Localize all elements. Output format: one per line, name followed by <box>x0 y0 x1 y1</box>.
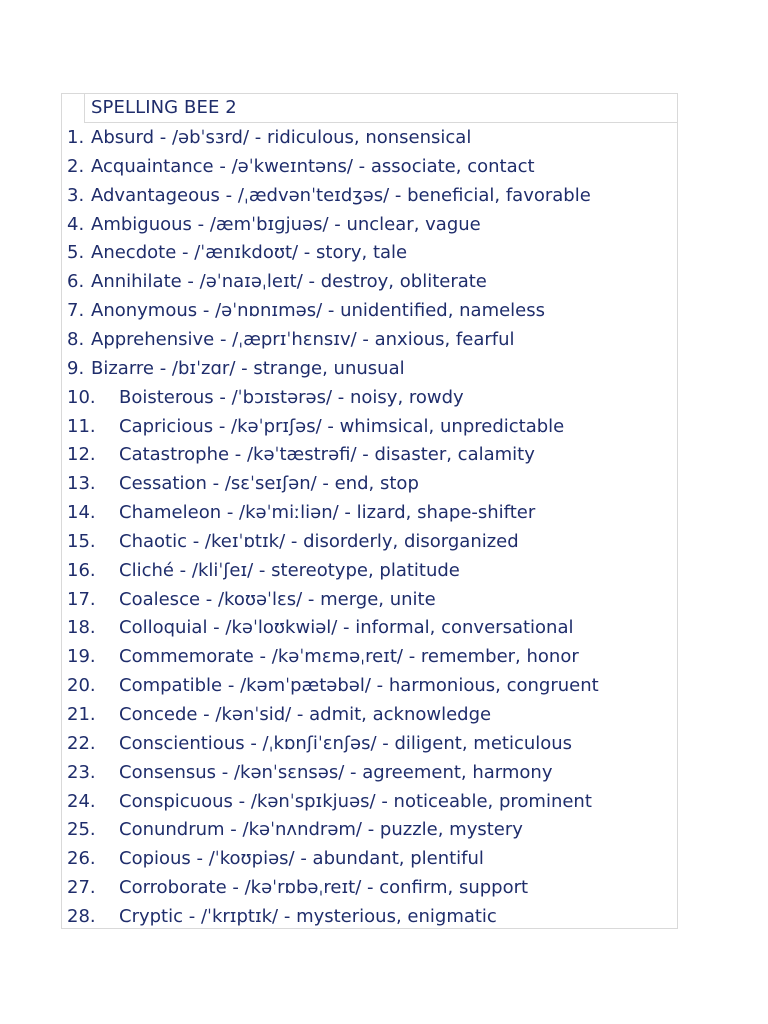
list-item <box>0 815 768 844</box>
list-item-text: Cessation - /sɛˈseɪʃən/ - end, stop <box>119 473 419 495</box>
list-item-text: Compatible - /kəmˈpætəbəl/ - harmonious, congruent <box>119 675 599 697</box>
list-item-text: Apprehensive - /ˌæprɪˈhɛnsɪv/ - anxious, fearful <box>91 328 515 350</box>
list-item-text: Consensus - /kənˈsɛnsəs/ - agreement, harmony <box>119 761 553 783</box>
list-item-number: 8. <box>67 328 85 350</box>
list-item-text: Concede - /kənˈsid/ - admit, acknowledge <box>119 704 492 725</box>
list-item-number: 10. <box>67 386 96 408</box>
list-item-number: 6. <box>67 271 85 293</box>
list-item-text: Commemorate - /kəˈmɛməˌreɪt/ - remember, honor <box>119 646 579 668</box>
list-item-text: Annihilate - /əˈnaɪəˌleɪt/ - destroy, obliterate <box>91 271 487 293</box>
list-item-number: 13. <box>67 473 96 495</box>
list-item-number: 18. <box>67 617 96 639</box>
list-item-text: Boisterous - /ˈbɔɪstərəs/ - noisy, rowdy <box>119 386 464 408</box>
list-item-number: 9. <box>67 357 85 379</box>
list-item-number: 7. <box>67 300 85 322</box>
list-item-number: 21. <box>67 704 96 725</box>
list-item-text: Capricious - /kəˈprɪʃəs/ - whimsical, unpredictable <box>119 415 565 437</box>
list-item-text: Bizarre - /bɪˈzɑr/ - strange, unusual <box>91 357 405 379</box>
list-item-text: Ambiguous - /æmˈbɪɡjuəs/ - unclear, vague <box>91 213 481 235</box>
list-item-text: Conundrum - /kəˈnʌndrəm/ - puzzle, mystery <box>119 819 523 841</box>
list-item-number: 1. <box>67 127 85 148</box>
page-title: SPELLING BEE 2 <box>91 97 237 118</box>
list-item-number: 22. <box>67 732 96 754</box>
list-item-text: Catastrophe - /kəˈtæstrəfi/ - disaster, calamity <box>119 444 535 466</box>
list-item-number: 2. <box>67 155 85 177</box>
list-item-text: Copious - /ˈkoʊpiəs/ - abundant, plentiful <box>119 848 484 870</box>
list-item <box>0 152 768 181</box>
list-item-number: 25. <box>67 819 96 841</box>
list-item-text: Acquaintance - /əˈkweɪntəns/ - associate, contact <box>91 155 535 177</box>
list-item-text: Chameleon - /kəˈmiːliən/ - lizard, shape-shifter <box>119 502 536 524</box>
list-item <box>0 787 768 816</box>
list-item <box>0 873 768 902</box>
list-item-number: 17. <box>67 588 96 610</box>
list-item-text: Coalesce - /koʊəˈlɛs/ - merge, unite <box>119 588 436 610</box>
list-item <box>0 267 768 296</box>
list-item <box>0 469 768 498</box>
list-item-number: 4. <box>67 213 85 235</box>
list-item-number: 24. <box>67 790 96 812</box>
list-item-text: Anonymous - /əˈnɒnɪməs/ - unidentified, nameless <box>91 300 546 322</box>
list-item-number: 15. <box>67 530 96 552</box>
list-item <box>0 440 768 469</box>
list-item-number: 28. <box>67 905 96 927</box>
list-item-text: Absurd - /əbˈsɜrd/ - ridiculous, nonsensical <box>91 127 472 148</box>
list-item <box>0 613 768 642</box>
list-item <box>0 123 768 152</box>
list-item <box>0 729 768 758</box>
list-item <box>0 354 768 383</box>
list-item-text: Cryptic - /ˈkrɪptɪk/ - mysterious, enigmatic <box>119 905 497 927</box>
list-item <box>0 844 768 873</box>
list-item <box>0 383 768 412</box>
list-item <box>0 181 768 210</box>
list-item-text: Anecdote - /ˈænɪkdoʊt/ - story, tale <box>91 242 408 264</box>
list-item <box>0 412 768 441</box>
list-item-text: Conscientious - /ˌkɒnʃiˈɛnʃəs/ - diligent, meticulous <box>119 732 573 754</box>
list-item <box>0 238 768 267</box>
list-item <box>0 671 768 700</box>
list-item <box>0 556 768 585</box>
list-item-number: 19. <box>67 646 96 668</box>
list-item-number: 20. <box>67 675 96 697</box>
list-item <box>0 758 768 787</box>
list-item-number: 23. <box>67 761 96 783</box>
list-item-text: Cliché - /kliˈʃeɪ/ - stereotype, platitude <box>119 559 460 581</box>
list-item-number: 16. <box>67 559 96 581</box>
list-item-text: Colloquial - /kəˈloʊkwiəl/ - informal, conversational <box>119 617 574 639</box>
list-item <box>0 325 768 354</box>
list-item-number: 5. <box>67 242 85 264</box>
list-item <box>0 210 768 239</box>
list-item-number: 3. <box>67 184 85 206</box>
list-item <box>0 527 768 556</box>
list-item-number: 14. <box>67 502 96 524</box>
list-item <box>0 296 768 325</box>
list-item-text: Advantageous - /ˌædvənˈteɪdʒəs/ - beneficial, favorable <box>91 184 591 206</box>
list-item <box>0 498 768 527</box>
list-item-text: Chaotic - /keɪˈɒtɪk/ - disorderly, disorganized <box>119 530 519 552</box>
list-item <box>0 642 768 671</box>
list-item-number: 27. <box>67 877 96 899</box>
list-item-number: 26. <box>67 848 96 870</box>
list-item-number: 11. <box>67 415 96 437</box>
list-item <box>0 585 768 614</box>
list-item-text: Conspicuous - /kənˈspɪkjuəs/ - noticeable, prominent <box>119 790 592 812</box>
list-item <box>0 902 768 931</box>
list-item-text: Corroborate - /kəˈrɒbəˌreɪt/ - confirm, support <box>119 877 529 899</box>
list-item-number: 12. <box>67 444 96 466</box>
list-item <box>0 700 768 729</box>
